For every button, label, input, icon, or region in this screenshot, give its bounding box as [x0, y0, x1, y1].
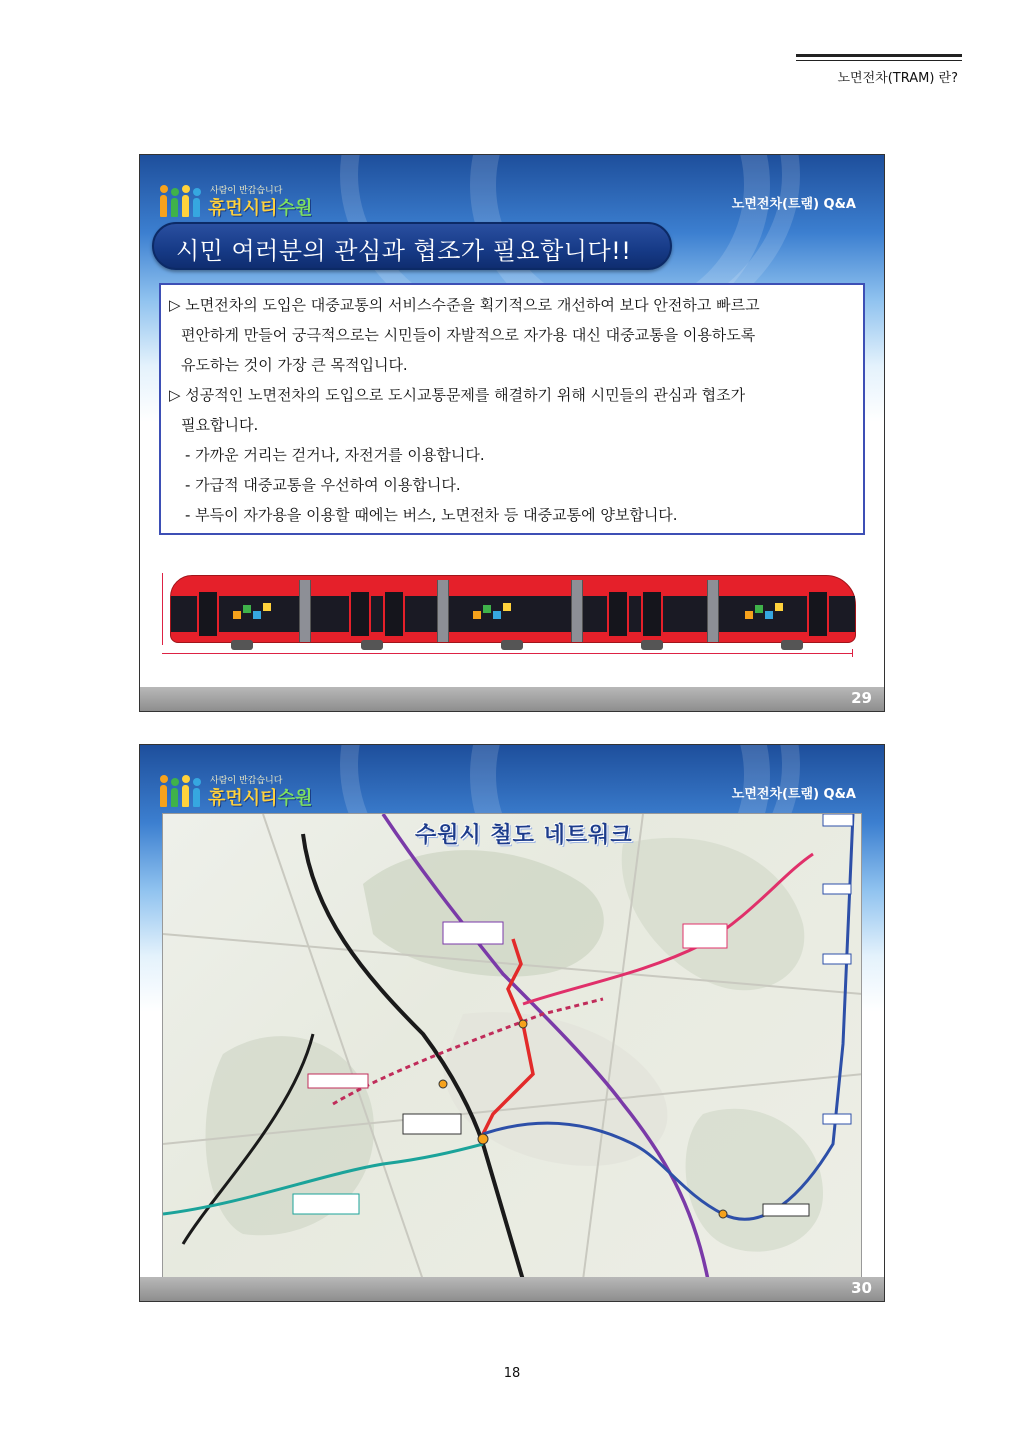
tram-door [807, 590, 829, 638]
tram-door [641, 590, 663, 638]
tram-logo-icon [473, 601, 521, 627]
tram-joint [299, 580, 311, 642]
slide-30 [139, 744, 885, 1302]
tram-joint [437, 580, 449, 642]
dimension-line [162, 573, 163, 645]
page-number: 18 [503, 1366, 521, 1381]
tram-wheel [781, 640, 803, 650]
content-line: 편안하게 만들어 궁극적으로는 시민들이 자발적으로 자가용 대신 대중교통을 이용하도록 [181, 326, 756, 344]
tram-wheel [641, 640, 663, 650]
tram-door [383, 590, 405, 638]
tram-joint [571, 580, 583, 642]
dimension-line [162, 653, 852, 654]
map-title: 수원시 철도 네트워크 [415, 823, 633, 848]
dimension-line [852, 649, 853, 657]
logo-city-name [208, 784, 312, 810]
tram-door [197, 590, 219, 638]
content-line: ▷ 성공적인 노면전차의 도입으로 도시교통문제를 해결하기 위해 시민들의 관심과 협조가 [169, 386, 746, 404]
header-rule-thick [796, 54, 962, 57]
page-header [796, 54, 962, 86]
slide-footer [140, 1277, 884, 1301]
tram-door [607, 590, 629, 638]
logo-city-name [208, 194, 312, 220]
humancity-suwon-logo [160, 771, 330, 811]
logo-city: 휴먼시티 [208, 788, 278, 809]
tram-joint [707, 580, 719, 642]
tram-logo-icon [233, 601, 281, 627]
slide-number: 29 [851, 689, 872, 707]
tram-wheel [361, 640, 383, 650]
content-line: - 가까운 거리는 걷거나, 자전거를 이용합니다. [185, 446, 485, 464]
slide-29 [139, 154, 885, 712]
tram-illustration [160, 559, 866, 669]
content-line: 유도하는 것이 가장 큰 목적입니다. [181, 356, 408, 374]
qa-label: 노면전차(트램) Q&A [731, 787, 856, 802]
content-line: - 가급적 대중교통을 우선하여 이용합니다. [185, 476, 461, 494]
logo-slogan: 사람이 반갑습니다 [210, 186, 283, 196]
tram-logo-icon [745, 601, 793, 627]
headline-bar [152, 222, 672, 270]
logo-suwon: 수원 [277, 788, 313, 809]
content-line: 필요합니다. [181, 416, 259, 434]
tram-door [349, 590, 371, 638]
people-logo-icon [160, 775, 202, 807]
map-graphic [163, 814, 862, 1279]
tram-wheel [501, 640, 523, 650]
logo-suwon: 수원 [277, 198, 313, 219]
people-logo-icon [160, 185, 202, 217]
slide-number: 30 [851, 1279, 872, 1297]
content-box [159, 283, 865, 535]
tram-body [170, 575, 856, 643]
content-line: - 부득이 자가용을 이용할 때에는 버스, 노면전차 등 대중교통에 양보합니다. [185, 506, 678, 524]
qa-label: 노면전차(트램) Q&A [731, 197, 856, 212]
railway-network-map [162, 813, 862, 1279]
header-title: 노면전차(TRAM) 란? [837, 71, 958, 86]
content-line: ▷ 노면전차의 도입은 대중교통의 서비스수준을 획기적으로 개선하여 보다 안전하고 빠르고 [169, 296, 760, 314]
humancity-suwon-logo [160, 181, 330, 221]
logo-city: 휴먼시티 [208, 198, 278, 219]
slide-footer [140, 687, 884, 711]
logo-slogan: 사람이 반갑습니다 [210, 776, 283, 786]
header-rule-thin [796, 60, 962, 61]
headline-text: 시민 여러분의 관심과 협조가 필요합니다!! [176, 237, 632, 265]
tram-wheel [231, 640, 253, 650]
